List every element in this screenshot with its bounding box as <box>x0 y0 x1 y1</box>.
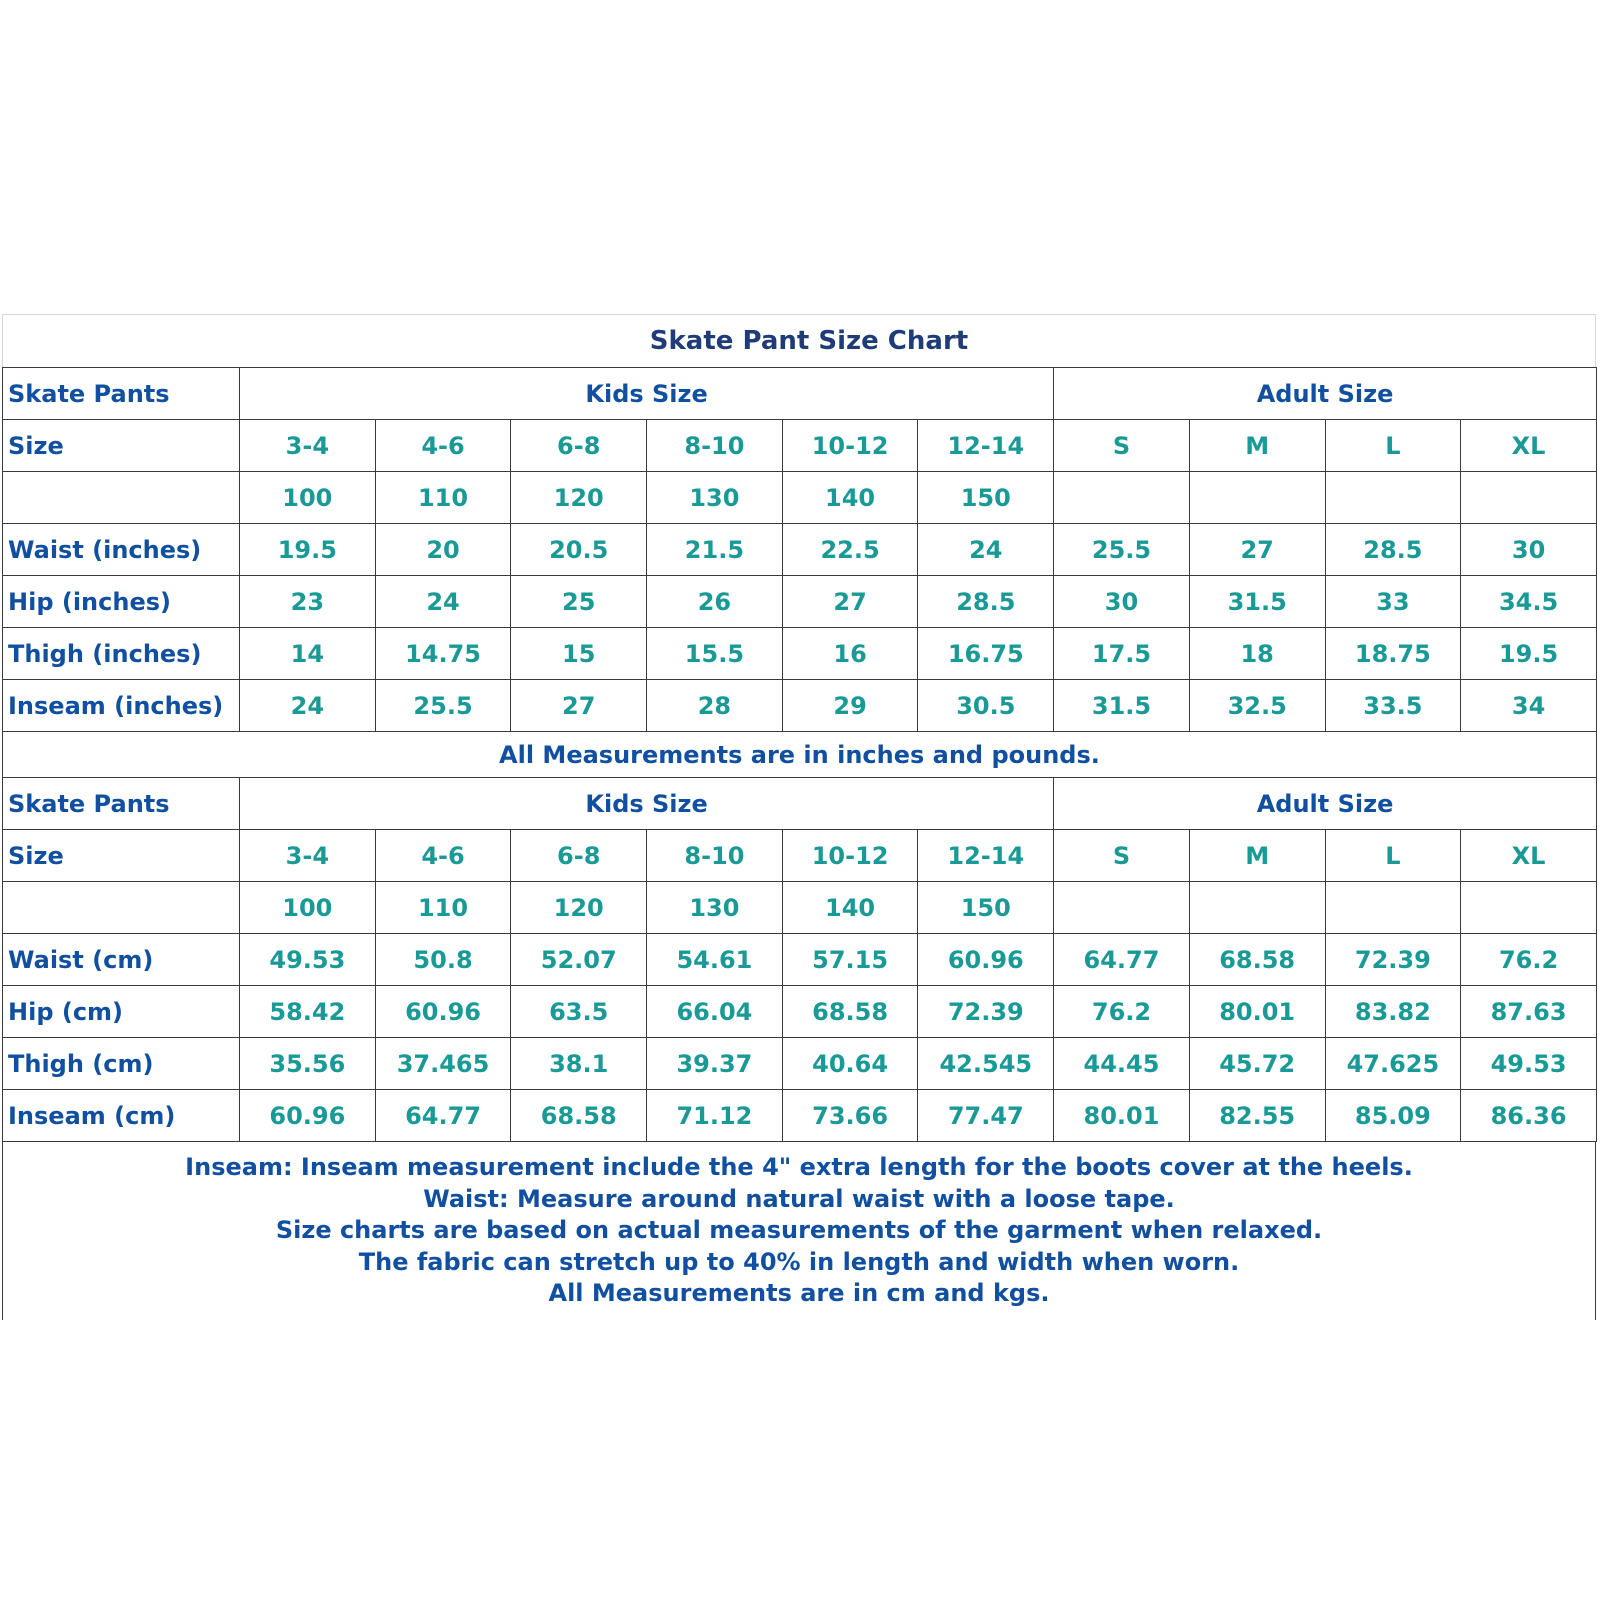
inches-height-row <box>3 472 1597 524</box>
cm-height-cell: 120 <box>511 882 647 934</box>
inches-group-row <box>3 368 1597 420</box>
inches-measurement-label: Inseam (inches) <box>3 680 240 732</box>
inches-measurement-value: 24 <box>375 576 511 628</box>
cm-size-cell: S <box>1054 830 1190 882</box>
inches-measurement-row <box>3 680 1597 732</box>
cm-measurement-value: 39.37 <box>647 1038 783 1090</box>
inches-measurement-value: 25 <box>511 576 647 628</box>
inches-size-cell: 8-10 <box>647 420 783 472</box>
inches-measurement-value: 27 <box>782 576 918 628</box>
footer-note: Inseam: Inseam measurement include the 4" extra length for the boots cover at the heels. <box>185 1153 1413 1181</box>
inches-measurement-value: 20 <box>375 524 511 576</box>
inches-corner-label: Skate Pants <box>3 368 240 420</box>
inches-height-cell: 110 <box>375 472 511 524</box>
inches-measurement-value: 27 <box>511 680 647 732</box>
cm-measurement-value: 72.39 <box>1325 934 1461 986</box>
cm-measurement-value: 38.1 <box>511 1038 647 1090</box>
inches-units-note: All Measurements are in inches and pounds. <box>3 732 1597 778</box>
chart-title: Skate Pant Size Chart <box>649 326 969 356</box>
cm-height-cell <box>1461 882 1597 934</box>
size-chart-sheet <box>2 314 1596 1320</box>
inches-note-row <box>3 732 1597 778</box>
cm-height-cell <box>1054 882 1190 934</box>
inches-size-row <box>3 420 1597 472</box>
cm-measurement-value: 64.77 <box>375 1090 511 1142</box>
cm-height-cell: 100 <box>240 882 376 934</box>
cm-measurement-label: Inseam (cm) <box>3 1090 240 1142</box>
inches-measurement-value: 33.5 <box>1325 680 1461 732</box>
cm-measurement-value: 52.07 <box>511 934 647 986</box>
size-chart-table <box>2 367 1597 1142</box>
cm-measurement-value: 64.77 <box>1054 934 1190 986</box>
inches-measurement-value: 22.5 <box>782 524 918 576</box>
inches-adult-size-header: Adult Size <box>1054 368 1597 420</box>
inches-measurement-value: 29 <box>782 680 918 732</box>
cm-measurement-value: 71.12 <box>647 1090 783 1142</box>
cm-size-cell: 4-6 <box>375 830 511 882</box>
inches-measurement-value: 30.5 <box>918 680 1054 732</box>
inches-measurement-row <box>3 576 1597 628</box>
chart-title-row <box>2 314 1596 367</box>
footer-notes <box>2 1142 1596 1320</box>
inches-measurement-value: 25.5 <box>375 680 511 732</box>
cm-height-cell <box>1325 882 1461 934</box>
inches-measurement-label: Hip (inches) <box>3 576 240 628</box>
inches-measurement-label: Waist (inches) <box>3 524 240 576</box>
inches-size-cell: S <box>1054 420 1190 472</box>
cm-height-cell <box>1189 882 1325 934</box>
cm-measurement-row <box>3 1090 1597 1142</box>
footer-note: All Measurements are in cm and kgs. <box>548 1279 1050 1307</box>
cm-measurement-value: 73.66 <box>782 1090 918 1142</box>
cm-measurement-value: 44.45 <box>1054 1038 1190 1090</box>
cm-measurement-value: 37.465 <box>375 1038 511 1090</box>
inches-measurement-value: 30 <box>1461 524 1597 576</box>
cm-measurement-value: 49.53 <box>240 934 376 986</box>
cm-size-cell: 6-8 <box>511 830 647 882</box>
cm-measurement-value: 76.2 <box>1054 986 1190 1038</box>
inches-size-cell: 4-6 <box>375 420 511 472</box>
inches-measurement-value: 24 <box>240 680 376 732</box>
inches-measurement-value: 34 <box>1461 680 1597 732</box>
inches-measurement-value: 31.5 <box>1054 680 1190 732</box>
inches-height-cell: 100 <box>240 472 376 524</box>
cm-measurement-value: 68.58 <box>782 986 918 1038</box>
cm-measurement-value: 60.96 <box>240 1090 376 1142</box>
cm-measurement-value: 68.58 <box>511 1090 647 1142</box>
inches-size-cell: XL <box>1461 420 1597 472</box>
cm-measurement-value: 58.42 <box>240 986 376 1038</box>
cm-size-cell: 10-12 <box>782 830 918 882</box>
cm-measurement-value: 82.55 <box>1189 1090 1325 1142</box>
cm-height-cell: 140 <box>782 882 918 934</box>
cm-height-cell: 150 <box>918 882 1054 934</box>
inches-measurement-value: 28 <box>647 680 783 732</box>
cm-kids-size-header: Kids Size <box>240 778 1054 830</box>
cm-measurement-value: 72.39 <box>918 986 1054 1038</box>
cm-size-label: Size <box>3 830 240 882</box>
inches-measurement-value: 14 <box>240 628 376 680</box>
cm-height-row <box>3 882 1597 934</box>
cm-measurement-value: 42.545 <box>918 1038 1054 1090</box>
inches-measurement-value: 30 <box>1054 576 1190 628</box>
cm-measurement-row <box>3 1038 1597 1090</box>
cm-measurement-value: 45.72 <box>1189 1038 1325 1090</box>
cm-measurement-value: 86.36 <box>1461 1090 1597 1142</box>
inches-height-cell <box>1189 472 1325 524</box>
cm-measurement-value: 66.04 <box>647 986 783 1038</box>
cm-size-cell: L <box>1325 830 1461 882</box>
cm-corner-label: Skate Pants <box>3 778 240 830</box>
inches-height-cell: 120 <box>511 472 647 524</box>
cm-measurement-row <box>3 986 1597 1038</box>
inches-measurement-value: 32.5 <box>1189 680 1325 732</box>
inches-measurement-value: 15.5 <box>647 628 783 680</box>
inches-height-label <box>3 472 240 524</box>
inches-size-cell: 10-12 <box>782 420 918 472</box>
cm-measurement-label: Waist (cm) <box>3 934 240 986</box>
cm-measurement-value: 80.01 <box>1054 1090 1190 1142</box>
inches-height-cell: 150 <box>918 472 1054 524</box>
cm-size-cell: XL <box>1461 830 1597 882</box>
cm-measurement-value: 83.82 <box>1325 986 1461 1038</box>
cm-size-cell: 8-10 <box>647 830 783 882</box>
footer-note: Waist: Measure around natural waist with a loose tape. <box>423 1184 1175 1213</box>
inches-measurement-value: 15 <box>511 628 647 680</box>
inches-size-cell: 12-14 <box>918 420 1054 472</box>
inches-measurement-value: 21.5 <box>647 524 783 576</box>
inches-size-label: Size <box>3 420 240 472</box>
inches-measurement-value: 26 <box>647 576 783 628</box>
inches-measurement-value: 16 <box>782 628 918 680</box>
cm-measurement-value: 60.96 <box>918 934 1054 986</box>
cm-measurement-value: 85.09 <box>1325 1090 1461 1142</box>
inches-measurement-value: 33 <box>1325 576 1461 628</box>
cm-measurement-value: 57.15 <box>782 934 918 986</box>
inches-measurement-value: 31.5 <box>1189 576 1325 628</box>
cm-measurement-row <box>3 934 1597 986</box>
inches-height-cell <box>1325 472 1461 524</box>
inches-measurement-value: 19.5 <box>240 524 376 576</box>
inches-height-cell <box>1054 472 1190 524</box>
inches-measurement-value: 18 <box>1189 628 1325 680</box>
inches-measurement-value: 14.75 <box>375 628 511 680</box>
inches-measurement-row <box>3 524 1597 576</box>
cm-measurement-value: 50.8 <box>375 934 511 986</box>
inches-measurement-value: 24 <box>918 524 1054 576</box>
cm-adult-size-header: Adult Size <box>1054 778 1597 830</box>
cm-size-row <box>3 830 1597 882</box>
inches-size-cell: M <box>1189 420 1325 472</box>
cm-size-cell: M <box>1189 830 1325 882</box>
inches-height-cell <box>1461 472 1597 524</box>
cm-size-cell: 12-14 <box>918 830 1054 882</box>
inches-measurement-value: 17.5 <box>1054 628 1190 680</box>
inches-size-cell: L <box>1325 420 1461 472</box>
cm-measurement-value: 76.2 <box>1461 934 1597 986</box>
cm-measurement-value: 80.01 <box>1189 986 1325 1038</box>
cm-measurement-value: 63.5 <box>511 986 647 1038</box>
cm-measurement-value: 87.63 <box>1461 986 1597 1038</box>
inches-measurement-label: Thigh (inches) <box>3 628 240 680</box>
cm-measurement-value: 47.625 <box>1325 1038 1461 1090</box>
cm-measurement-value: 35.56 <box>240 1038 376 1090</box>
inches-measurement-value: 23 <box>240 576 376 628</box>
inches-measurement-value: 19.5 <box>1461 628 1597 680</box>
footer-note: The fabric can stretch up to 40% in length and width when worn. <box>358 1247 1240 1276</box>
cm-measurement-value: 40.64 <box>782 1038 918 1090</box>
inches-measurement-value: 34.5 <box>1461 576 1597 628</box>
inches-measurement-value: 27 <box>1189 524 1325 576</box>
inches-measurement-value: 28.5 <box>918 576 1054 628</box>
cm-measurement-label: Hip (cm) <box>3 986 240 1038</box>
inches-measurement-value: 18.75 <box>1325 628 1461 680</box>
cm-measurement-value: 49.53 <box>1461 1038 1597 1090</box>
cm-measurement-value: 68.58 <box>1189 934 1325 986</box>
cm-measurement-value: 77.47 <box>918 1090 1054 1142</box>
cm-measurement-value: 54.61 <box>647 934 783 986</box>
inches-height-cell: 130 <box>647 472 783 524</box>
cm-height-cell: 110 <box>375 882 511 934</box>
cm-height-label <box>3 882 240 934</box>
cm-measurement-value: 60.96 <box>375 986 511 1038</box>
inches-measurement-value: 28.5 <box>1325 524 1461 576</box>
footer-note: Size charts are based on actual measurements of the garment when relaxed. <box>275 1216 1323 1244</box>
inches-size-cell: 3-4 <box>240 420 376 472</box>
cm-group-row <box>3 778 1597 830</box>
cm-measurement-label: Thigh (cm) <box>3 1038 240 1090</box>
inches-measurement-value: 20.5 <box>511 524 647 576</box>
cm-size-cell: 3-4 <box>240 830 376 882</box>
inches-measurement-value: 16.75 <box>918 628 1054 680</box>
inches-measurement-value: 25.5 <box>1054 524 1190 576</box>
inches-size-cell: 6-8 <box>511 420 647 472</box>
inches-measurement-row <box>3 628 1597 680</box>
inches-kids-size-header: Kids Size <box>240 368 1054 420</box>
cm-height-cell: 130 <box>647 882 783 934</box>
inches-height-cell: 140 <box>782 472 918 524</box>
